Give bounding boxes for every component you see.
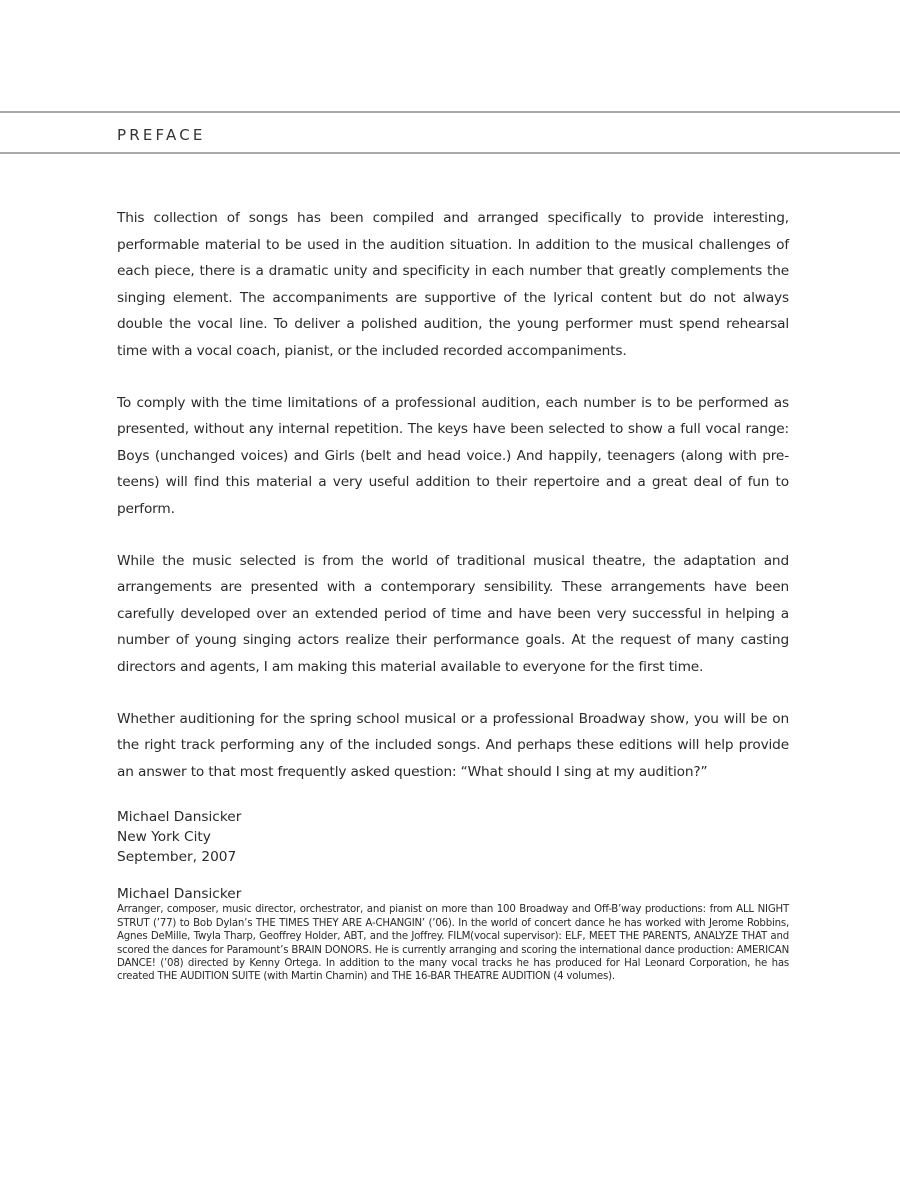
paragraph-gap [117,523,789,548]
signature-date: September, 2007 [117,849,237,866]
signature-block [117,807,789,867]
bio-text: Arranger, composer, music director, orchestrator, and pianist on more than 100 Broadway and Off-B’way productions: from ALL NIGHT STRUT (’77) to Bob Dylan’s THE TIMES THEY ARE A-CHANGIN’ (’06). In the world of concert dance he has worked with Jerome Robbins, Agnes DeMille, Twyla Tharp, Geoffrey Holder, ABT, and the Joffrey. FILM(vocal supervisor): ELF, MEET THE PARENTS, ANALYZE THAT and scored the dances for Paramount’s BRAIN DONORS. He is currently arranging and scoring the international dance production: AMERICAN DANCE! (’08) directed by Kenny Ortega. In addition to the many vocal tracks he has produced for Hal Leonard Corporation, he has created THE AUDITION SUITE (with Martin Charnin) and THE 16-BAR THEATRE AUDITION (4 volumes). [117,904,789,983]
paragraph-2: To comply with the time limitations of a professional audition, each number is to be performed as presented, without any internal repetition. The keys have been selected to show a full vocal range: Boys (unchanged voices) and Girls (belt and head voice.) And happily, teenagers (along with pre-teens) will find this material a very useful addition to their repertoire and a great deal of fun to perform. [117,394,789,517]
bio-name: Michael Dansicker [117,886,242,903]
paragraph-1: This collection of songs has been compiled and arranged specifically to provide interesting, performable material to be used in the audition situation. In addition to the musical challenges of each piece, there is a dramatic unity and specificity in each number that greatly complements the singing element. The accompaniments are supportive of the lyrical content but do not always double the vocal line. To deliver a polished audition, the young performer must spend rehearsal time with a vocal coach, pianist, or the included recorded accompaniments. [117,210,789,359]
paragraph-3: While the music selected is from the world of traditional musical theatre, the adaptation and arrangements are presented with a contemporary sensibility. These arrangements have been carefully developed over an extended period of time and have been very successful in helping a number of young singing actors realize their performance goals. At the request of many casting directors and agents, I am making this material available to everyone for the first time. [117,552,789,675]
header-bottom-rule [0,152,900,154]
paragraph-gap [117,365,789,390]
page-heading: PREFACE [117,126,206,144]
paragraph-4: Whether auditioning for the spring school musical or a professional Broadway show, you will be on the right track performing any of the included songs. And perhaps these editions will help provide an answer to that most frequently asked question: “What should I sing at my audition?” [117,710,789,780]
preface-content [117,205,789,984]
author-bio [117,885,789,983]
header-top-rule [0,111,900,113]
signature-name: Michael Dansicker [117,809,242,826]
paragraph-gap [117,681,789,706]
signature-city: New York City [117,829,211,846]
